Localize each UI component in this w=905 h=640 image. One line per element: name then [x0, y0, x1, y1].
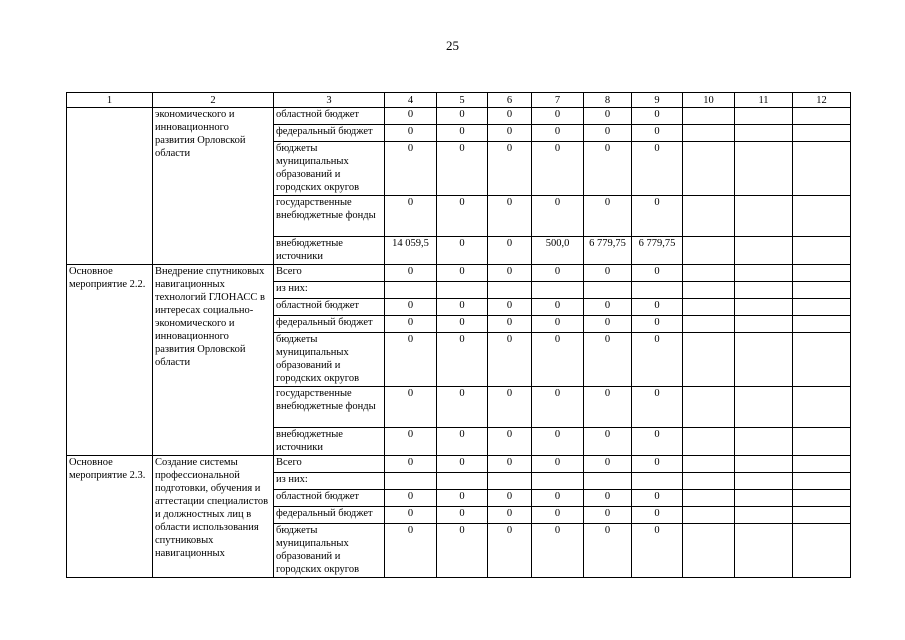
empty-cell [683, 125, 735, 142]
value-cell: 0 [584, 196, 632, 237]
value-cell: 0 [584, 524, 632, 578]
funding-source-cell: областной бюджет [274, 108, 385, 125]
value-cell: 0 [437, 524, 488, 578]
value-cell [584, 473, 632, 490]
empty-cell [793, 387, 851, 428]
value-cell: 0 [584, 299, 632, 316]
value-cell: 0 [584, 333, 632, 387]
empty-cell [735, 265, 793, 282]
value-cell: 0 [584, 142, 632, 196]
empty-cell [683, 108, 735, 125]
value-cell: 0 [385, 490, 437, 507]
header-cell: 2 [153, 93, 274, 108]
funding-source-cell: бюджеты муниципальных образований и городских округов [274, 142, 385, 196]
empty-cell [793, 333, 851, 387]
value-cell: 0 [437, 490, 488, 507]
activity-name-cell: экономического и инновационного развития Орловской области [153, 108, 274, 265]
value-cell: 0 [385, 333, 437, 387]
value-cell: 0 [532, 299, 584, 316]
value-cell: 0 [488, 387, 532, 428]
empty-cell [735, 490, 793, 507]
empty-cell [793, 456, 851, 473]
value-cell: 0 [632, 387, 683, 428]
value-cell: 0 [437, 428, 488, 456]
value-cell: 0 [632, 299, 683, 316]
value-cell: 0 [488, 196, 532, 237]
funding-source-cell: Всего [274, 265, 385, 282]
value-cell: 0 [632, 125, 683, 142]
value-cell: 0 [437, 142, 488, 196]
value-cell: 0 [632, 196, 683, 237]
value-cell: 0 [488, 428, 532, 456]
empty-cell [735, 196, 793, 237]
value-cell: 0 [488, 524, 532, 578]
empty-cell [735, 333, 793, 387]
funding-source-cell: федеральный бюджет [274, 125, 385, 142]
funding-source-cell: областной бюджет [274, 490, 385, 507]
header-row [67, 93, 851, 108]
empty-cell [793, 490, 851, 507]
value-cell: 0 [584, 428, 632, 456]
value-cell: 0 [532, 387, 584, 428]
table-row [67, 456, 851, 473]
empty-cell [793, 524, 851, 578]
value-cell: 0 [632, 456, 683, 473]
empty-cell [683, 196, 735, 237]
value-cell: 0 [437, 456, 488, 473]
funding-source-cell: из них: [274, 473, 385, 490]
empty-cell [683, 490, 735, 507]
value-cell: 0 [532, 507, 584, 524]
value-cell: 0 [385, 316, 437, 333]
value-cell: 0 [632, 333, 683, 387]
header-cell: 11 [735, 93, 793, 108]
value-cell: 0 [437, 299, 488, 316]
empty-cell [793, 237, 851, 265]
empty-cell [683, 456, 735, 473]
value-cell: 0 [437, 196, 488, 237]
value-cell: 500,0 [532, 237, 584, 265]
empty-cell [683, 265, 735, 282]
value-cell: 0 [584, 125, 632, 142]
value-cell: 0 [584, 456, 632, 473]
value-cell: 0 [584, 265, 632, 282]
activity-name-cell: Внедрение спутниковых навигационных технологий ГЛОНАСС в интересах социально-экономического и инновационного развития Орловской области [153, 265, 274, 456]
empty-cell [683, 237, 735, 265]
table-row [67, 265, 851, 282]
activity-code-cell: Основное мероприятие 2.3. [67, 456, 153, 578]
value-cell: 0 [584, 490, 632, 507]
value-cell [532, 282, 584, 299]
empty-cell [793, 142, 851, 196]
empty-cell [683, 316, 735, 333]
value-cell: 0 [437, 333, 488, 387]
value-cell: 0 [488, 507, 532, 524]
value-cell: 0 [437, 316, 488, 333]
value-cell: 0 [488, 108, 532, 125]
value-cell: 0 [632, 490, 683, 507]
value-cell: 0 [532, 125, 584, 142]
empty-cell [683, 473, 735, 490]
header-cell: 9 [632, 93, 683, 108]
header-cell: 12 [793, 93, 851, 108]
header-cell: 8 [584, 93, 632, 108]
empty-cell [793, 507, 851, 524]
empty-cell [793, 473, 851, 490]
value-cell: 0 [584, 108, 632, 125]
empty-cell [793, 265, 851, 282]
table-row [67, 108, 851, 125]
funding-source-cell: федеральный бюджет [274, 507, 385, 524]
value-cell [488, 282, 532, 299]
value-cell: 0 [584, 507, 632, 524]
empty-cell [735, 125, 793, 142]
funding-source-cell: внебюджетные источники [274, 428, 385, 456]
value-cell [488, 473, 532, 490]
empty-cell [793, 428, 851, 456]
value-cell: 0 [385, 507, 437, 524]
funding-source-cell: из них: [274, 282, 385, 299]
header-cell: 3 [274, 93, 385, 108]
value-cell: 0 [488, 237, 532, 265]
empty-cell [735, 282, 793, 299]
value-cell: 6 779,75 [632, 237, 683, 265]
empty-cell [735, 456, 793, 473]
empty-cell [683, 507, 735, 524]
value-cell: 0 [385, 299, 437, 316]
empty-cell [683, 524, 735, 578]
value-cell: 0 [385, 524, 437, 578]
table-body [67, 108, 851, 578]
value-cell: 0 [584, 316, 632, 333]
header-cell: 5 [437, 93, 488, 108]
value-cell: 0 [437, 108, 488, 125]
empty-cell [683, 142, 735, 196]
funding-source-cell: государственные внебюджетные фонды [274, 196, 385, 237]
value-cell: 0 [532, 316, 584, 333]
empty-cell [683, 333, 735, 387]
funding-source-cell: бюджеты муниципальных образований и городских округов [274, 333, 385, 387]
value-cell: 0 [632, 524, 683, 578]
value-cell: 0 [437, 387, 488, 428]
empty-cell [735, 428, 793, 456]
empty-cell [735, 524, 793, 578]
value-cell: 0 [437, 125, 488, 142]
activity-name-cell: Создание системы профессиональной подготовки, обучения и аттестации специалистов и должностных лиц в области использования спутниковых навигационных [153, 456, 274, 578]
empty-cell [793, 282, 851, 299]
header-cell: 6 [488, 93, 532, 108]
empty-cell [735, 316, 793, 333]
value-cell: 0 [437, 237, 488, 265]
empty-cell [683, 428, 735, 456]
page-number: 25 [446, 38, 459, 53]
empty-cell [735, 473, 793, 490]
value-cell: 0 [385, 387, 437, 428]
budget-table [66, 92, 851, 578]
value-cell: 0 [532, 142, 584, 196]
value-cell: 0 [532, 490, 584, 507]
activity-code-cell [67, 108, 153, 265]
value-cell [632, 282, 683, 299]
empty-cell [683, 282, 735, 299]
value-cell: 0 [385, 125, 437, 142]
value-cell: 0 [584, 387, 632, 428]
value-cell: 0 [632, 142, 683, 196]
value-cell: 0 [488, 125, 532, 142]
empty-cell [735, 387, 793, 428]
empty-cell [793, 316, 851, 333]
value-cell: 0 [488, 456, 532, 473]
value-cell: 0 [632, 428, 683, 456]
value-cell: 0 [632, 507, 683, 524]
empty-cell [735, 108, 793, 125]
empty-cell [735, 142, 793, 196]
value-cell: 0 [385, 265, 437, 282]
value-cell: 6 779,75 [584, 237, 632, 265]
value-cell: 14 059,5 [385, 237, 437, 265]
funding-source-cell: бюджеты муниципальных образований и городских округов [274, 524, 385, 578]
value-cell: 0 [385, 196, 437, 237]
activity-code-cell: Основное мероприятие 2.2. [67, 265, 153, 456]
value-cell: 0 [385, 456, 437, 473]
empty-cell [735, 299, 793, 316]
value-cell: 0 [632, 265, 683, 282]
value-cell: 0 [532, 456, 584, 473]
value-cell [437, 473, 488, 490]
funding-source-cell: государственные внебюджетные фонды [274, 387, 385, 428]
empty-cell [793, 299, 851, 316]
value-cell [385, 282, 437, 299]
value-cell: 0 [532, 108, 584, 125]
empty-cell [735, 237, 793, 265]
value-cell: 0 [488, 316, 532, 333]
value-cell [385, 473, 437, 490]
value-cell: 0 [488, 490, 532, 507]
value-cell [532, 473, 584, 490]
value-cell: 0 [437, 265, 488, 282]
value-cell: 0 [532, 428, 584, 456]
value-cell: 0 [532, 333, 584, 387]
empty-cell [793, 196, 851, 237]
value-cell [632, 473, 683, 490]
empty-cell [735, 507, 793, 524]
value-cell: 0 [632, 108, 683, 125]
funding-source-cell: федеральный бюджет [274, 316, 385, 333]
header-cell: 4 [385, 93, 437, 108]
value-cell: 0 [488, 142, 532, 196]
value-cell: 0 [632, 316, 683, 333]
funding-source-cell: Всего [274, 456, 385, 473]
funding-source-cell: внебюджетные источники [274, 237, 385, 265]
empty-cell [793, 108, 851, 125]
value-cell: 0 [488, 333, 532, 387]
value-cell: 0 [437, 507, 488, 524]
value-cell: 0 [532, 196, 584, 237]
empty-cell [793, 125, 851, 142]
value-cell: 0 [385, 428, 437, 456]
empty-cell [683, 387, 735, 428]
header-cell: 1 [67, 93, 153, 108]
value-cell: 0 [532, 265, 584, 282]
value-cell [437, 282, 488, 299]
header-cell: 10 [683, 93, 735, 108]
value-cell: 0 [532, 524, 584, 578]
empty-cell [683, 299, 735, 316]
value-cell: 0 [488, 299, 532, 316]
funding-source-cell: областной бюджет [274, 299, 385, 316]
header-cell: 7 [532, 93, 584, 108]
value-cell: 0 [488, 265, 532, 282]
value-cell [584, 282, 632, 299]
value-cell: 0 [385, 108, 437, 125]
value-cell: 0 [385, 142, 437, 196]
